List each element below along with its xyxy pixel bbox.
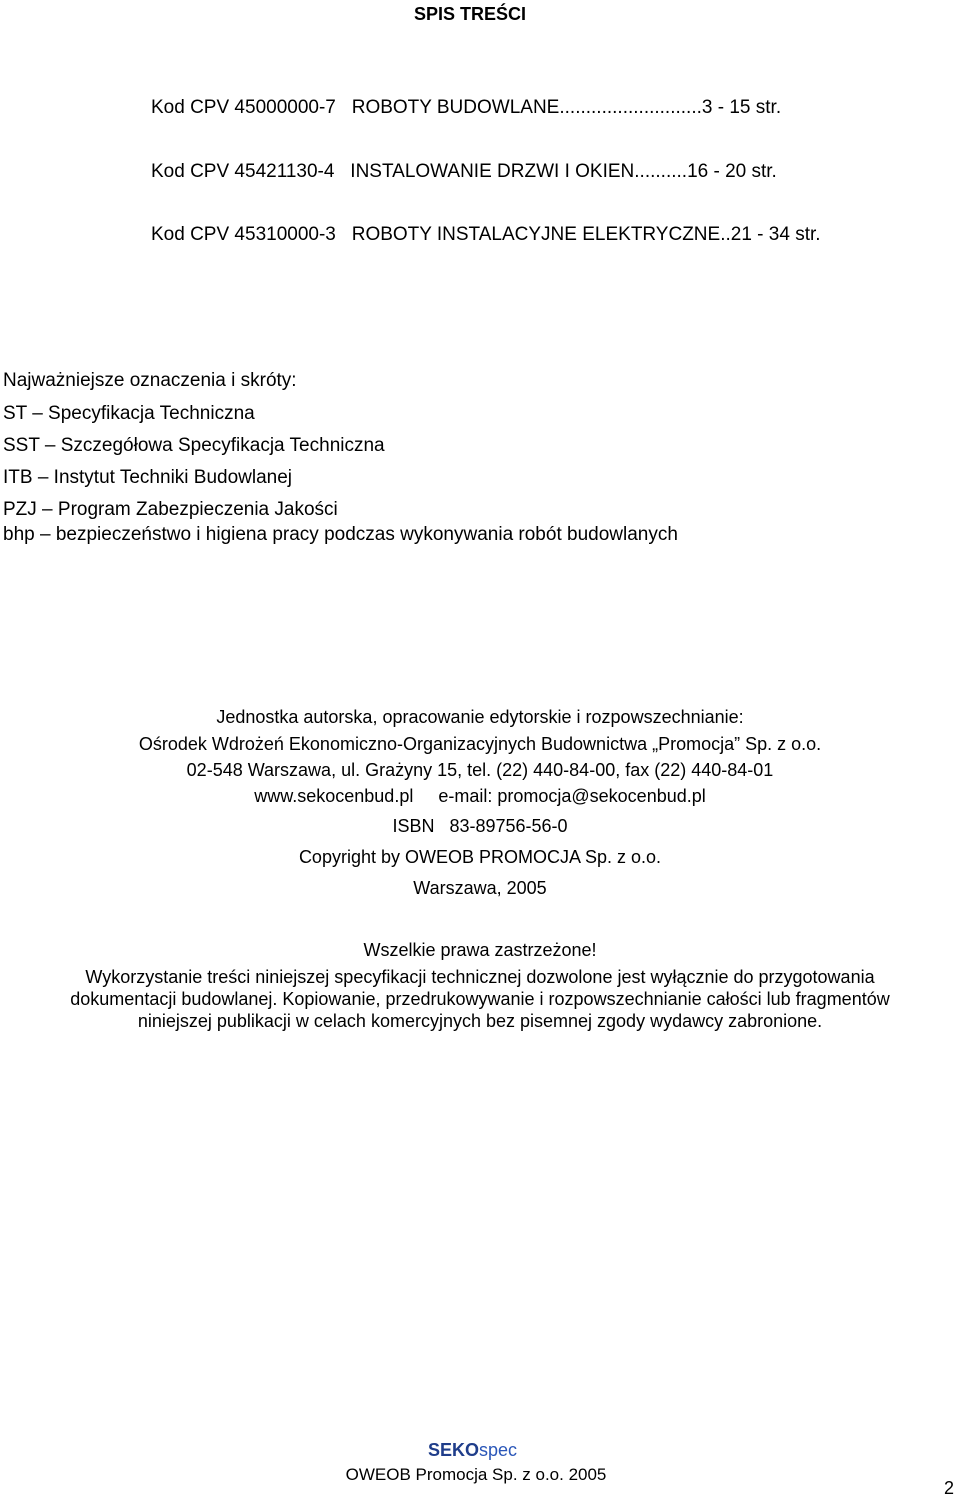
- toc-entry-title: INSTALOWANIE DRZWI I OKIEN: [350, 161, 635, 182]
- toc-entry[interactable]: [151, 161, 777, 183]
- rights-notice: [0, 966, 960, 1032]
- email-link[interactable]: e-mail: promocja@sekocenbud.pl: [438, 786, 706, 806]
- footer-company: OWEOB Promocja Sp. z o.o. 2005: [345, 1465, 607, 1484]
- toc-entry-leader: ...........................: [559, 97, 702, 118]
- toc-entry-pages: 21 - 34 str.: [730, 224, 821, 245]
- abbreviation-item: bhp – bezpieczeństwo i higiena pracy podczas wykonywania robót budowlanych: [3, 524, 678, 545]
- imprint-contact-line: [0, 786, 960, 807]
- isbn-line: [0, 816, 960, 837]
- toc-entry[interactable]: [151, 97, 781, 119]
- toc-entry-code: Kod CPV 45310000-3: [151, 224, 336, 245]
- isbn-number: 83-89756-56-0: [449, 816, 568, 836]
- abbreviations-heading: Najważniejsze oznaczenia i skróty:: [3, 370, 297, 391]
- rights-notice-line: dokumentacji budowlanej. Kopiowanie, przedrukowywanie i rozpowszechnianie całości lub fragmentów: [70, 989, 890, 1009]
- imprint-address-line: 02-548 Warszawa, ul. Grażyny 15, tel. (22) 440-84-00, fax (22) 440-84-01: [186, 760, 774, 780]
- logo-text-seko: SEKO: [427, 1440, 479, 1460]
- abbreviation-item: ST – Specyfikacja Techniczna: [3, 403, 255, 424]
- toc-entry-pages: 16 - 20 str.: [687, 161, 777, 182]
- isbn-label: ISBN: [392, 816, 435, 836]
- toc-entry-title: ROBOTY INSTALACYJNE ELEKTRYCZNE: [351, 224, 721, 245]
- sekospec-logo: [0, 1440, 945, 1461]
- toc-entry-title: ROBOTY BUDOWLANE: [351, 97, 560, 118]
- abbreviation-item: SST – Szczegółowa Specyfikacja Techniczna: [3, 435, 385, 456]
- toc-entry[interactable]: [151, 224, 821, 246]
- place-date-line: Warszawa, 2005: [413, 878, 547, 898]
- page-title: SPIS TREŚCI: [414, 4, 527, 24]
- rights-notice-line: Wykorzystanie treści niniejszej specyfikacji technicznej dozwolone jest wyłącznie do przygotowania: [85, 967, 875, 987]
- website-link[interactable]: www.sekocenbud.pl: [254, 786, 414, 806]
- abbreviation-item: PZJ – Program Zabezpieczenia Jakości: [3, 499, 338, 520]
- toc-entry-code: Kod CPV 45000000-7: [151, 97, 336, 118]
- rights-heading: Wszelkie prawa zastrzeżone!: [363, 940, 597, 960]
- rights-notice-line: niniejszej publikacji w celach komercyjnych bez pisemnej zgody wydawcy zabronione.: [137, 1011, 823, 1031]
- logo-text-spec: spec: [478, 1440, 518, 1460]
- abbreviation-item: ITB – Instytut Techniki Budowlanej: [3, 467, 293, 488]
- imprint-author-line: Jednostka autorska, opracowanie edytorskie i rozpowszechnianie:: [216, 707, 744, 727]
- toc-entry-leader: ..........: [634, 161, 688, 182]
- toc-entry-code: Kod CPV 45421130-4: [151, 161, 335, 182]
- page-number: 2: [944, 1478, 955, 1498]
- copyright-line: Copyright by OWEOB PROMOCJA Sp. z o.o.: [298, 847, 662, 867]
- toc-entry-pages: 3 - 15 str.: [701, 97, 782, 118]
- imprint-publisher-line: Ośrodek Wdrożeń Ekonomiczno-Organizacyjnych Budownictwa „Promocja” Sp. z o.o.: [138, 734, 822, 754]
- toc-entry-leader: ..: [720, 224, 731, 245]
